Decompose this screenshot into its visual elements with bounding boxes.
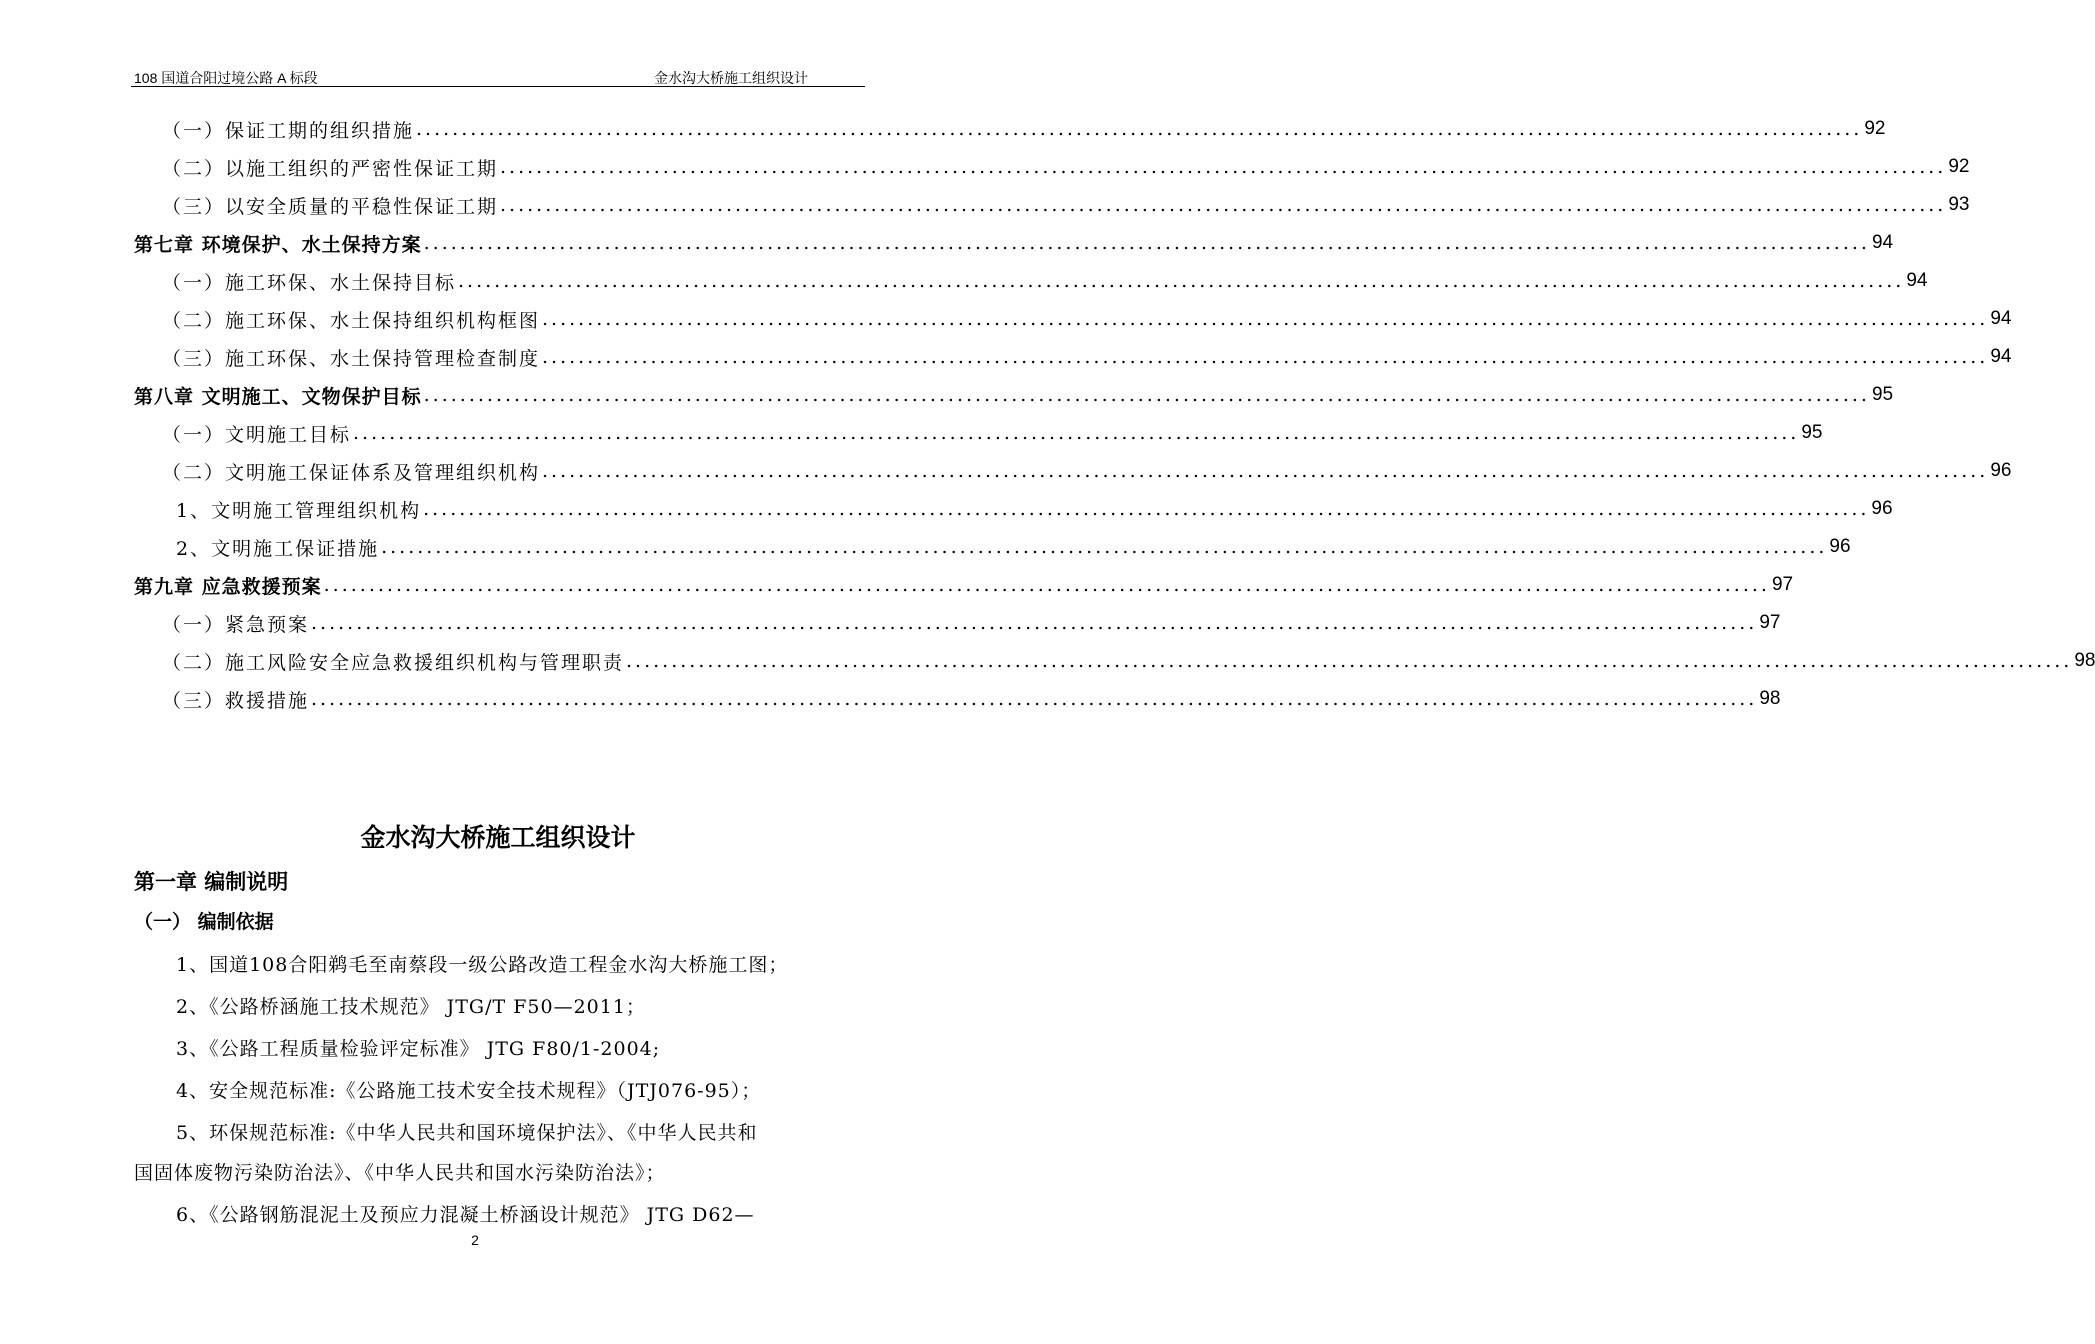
toc-entry[interactable] — [162, 642, 2095, 680]
body-paragraph: 6、《公路钢筋混泥土及预应力混凝土桥涵设计规范》 JTG D62— — [176, 1204, 755, 1226]
toc-chapter-entry[interactable] — [134, 224, 1894, 262]
toc-entry-text: （三）救援措施 — [162, 689, 310, 712]
section-heading: （一） 编制依据 — [134, 911, 274, 933]
toc-entry[interactable] — [176, 490, 1893, 528]
page-header-right: 金水沟大桥施工组织设计 — [654, 70, 808, 86]
toc-leader-dots: ................................................................................................................................................................ — [542, 460, 1989, 482]
toc-chapter-entry[interactable] — [134, 376, 1894, 414]
toc-entry-page: 97 — [1759, 612, 1781, 633]
toc-leader-dots: ................................................................................................................................................................ — [353, 422, 1800, 444]
toc-entry[interactable] — [162, 414, 1823, 452]
toc-entry-page: 94 — [1990, 308, 2012, 329]
toc-leader-dots: ................................................................................................................................................................ — [500, 194, 1947, 216]
toc-entry-text: （三）以安全质量的平稳性保证工期 — [162, 195, 499, 218]
toc-entry[interactable] — [162, 338, 2012, 376]
toc-entry-page: 96 — [1871, 498, 1893, 519]
toc-entry-text: 第八章 文明施工、文物保护目标 — [134, 385, 422, 408]
toc-leader-dots: ................................................................................................................................................................ — [500, 156, 1947, 178]
body-paragraph: 4、安全规范标准:《公路施工技术安全技术规程》（JTJ076-95）； — [176, 1080, 762, 1102]
toc-entry-text: 1、文明施工管理组织机构 — [176, 499, 422, 522]
body-paragraph: 5、环保规范标准:《中华人民共和国环境保护法》、《中华人民共和 — [176, 1122, 758, 1144]
chapter-heading: 第一章 编制说明 — [134, 870, 289, 894]
toc-entry-page: 96 — [1990, 460, 2012, 481]
toc-leader-dots: ................................................................................................................................................................ — [311, 688, 1758, 710]
toc-entry[interactable] — [162, 110, 1886, 148]
toc-entry[interactable] — [162, 452, 2012, 490]
toc-entry-page: 92 — [1948, 156, 1970, 177]
toc-leader-dots: ................................................................................................................................................................ — [423, 498, 1870, 520]
body-paragraph: 3、《公路工程质量检验评定标准》 JTG F80/1-2004; — [176, 1038, 661, 1060]
toc-leader-dots: ................................................................................................................................................................ — [381, 536, 1828, 558]
toc-entry-text: （二）施工风险安全应急救援组织机构与管理职责 — [162, 651, 625, 674]
toc-entry-text: （一）保证工期的组织措施 — [162, 119, 415, 142]
toc-entry[interactable] — [162, 604, 1781, 642]
toc-leader-dots: ................................................................................................................................................................ — [423, 232, 1870, 254]
toc-entry-page: 96 — [1829, 536, 1851, 557]
toc-chapter-entry[interactable] — [134, 566, 1794, 604]
toc-entry[interactable] — [162, 300, 2012, 338]
toc-entry-text: （二）以施工组织的严密性保证工期 — [162, 157, 499, 180]
toc-entry-text: （二）施工环保、水土保持组织机构框图 — [162, 309, 541, 332]
toc-entry[interactable] — [162, 680, 1781, 718]
header-rule — [131, 86, 865, 87]
toc-entry-page: 97 — [1771, 574, 1794, 595]
toc-leader-dots: ................................................................................................................................................................ — [458, 270, 1905, 292]
toc-entry-text: 第七章 环境保护、水土保持方案 — [134, 233, 422, 256]
toc-entry-page: 95 — [1801, 422, 1823, 443]
body-paragraph: 国固体废物污染防治法》、《中华人民共和国水污染防治法》； — [134, 1162, 666, 1184]
toc-entry-page: 93 — [1948, 194, 1970, 215]
toc-entry[interactable] — [162, 148, 1970, 186]
toc-entry-page: 92 — [1864, 118, 1886, 139]
toc-entry-text: （一）施工环保、水土保持目标 — [162, 271, 457, 294]
document-title: 金水沟大桥施工组织设计 — [360, 823, 636, 852]
toc-leader-dots: ................................................................................................................................................................ — [626, 650, 2073, 672]
toc-entry[interactable] — [176, 528, 1851, 566]
toc-entry[interactable] — [162, 186, 1970, 224]
toc-entry-text: （三）施工环保、水土保持管理检查制度 — [162, 347, 541, 370]
toc-leader-dots: ................................................................................................................................................................ — [542, 346, 1989, 368]
toc-entry[interactable] — [162, 262, 1928, 300]
toc-leader-dots: ................................................................................................................................................................ — [416, 118, 1863, 140]
toc-entry-page: 94 — [1871, 232, 1894, 253]
body-paragraph: 1、国道108合阳鹈毛至南蔡段一级公路改造工程金水沟大桥施工图； — [176, 954, 789, 976]
toc-entry-page: 98 — [2074, 650, 2095, 671]
page-header-left: 108 国道合阳过境公路 A 标段 — [134, 70, 318, 86]
toc-leader-dots: ................................................................................................................................................................ — [323, 574, 1770, 596]
toc-entry-text: （一）文明施工目标 — [162, 423, 352, 446]
toc-leader-dots: ................................................................................................................................................................ — [423, 384, 1870, 406]
page-number: 2 — [471, 1232, 479, 1248]
toc-entry-text: （一）紧急预案 — [162, 613, 310, 636]
body-paragraph: 2、《公路桥涵施工技术规范》 JTG/T F50—2011； — [176, 996, 646, 1018]
toc-entry-text: 第九章 应急救援预案 — [134, 575, 322, 598]
toc-entry-text: 2、文明施工保证措施 — [176, 537, 380, 560]
toc-entry-text: （二）文明施工保证体系及管理组织机构 — [162, 461, 541, 484]
toc-entry-page: 94 — [1990, 346, 2012, 367]
toc-entry-page: 95 — [1871, 384, 1894, 405]
toc-entry-page: 98 — [1759, 688, 1781, 709]
toc-entry-page: 94 — [1906, 270, 1928, 291]
toc-leader-dots: ................................................................................................................................................................ — [542, 308, 1989, 330]
toc-leader-dots: ................................................................................................................................................................ — [311, 612, 1758, 634]
